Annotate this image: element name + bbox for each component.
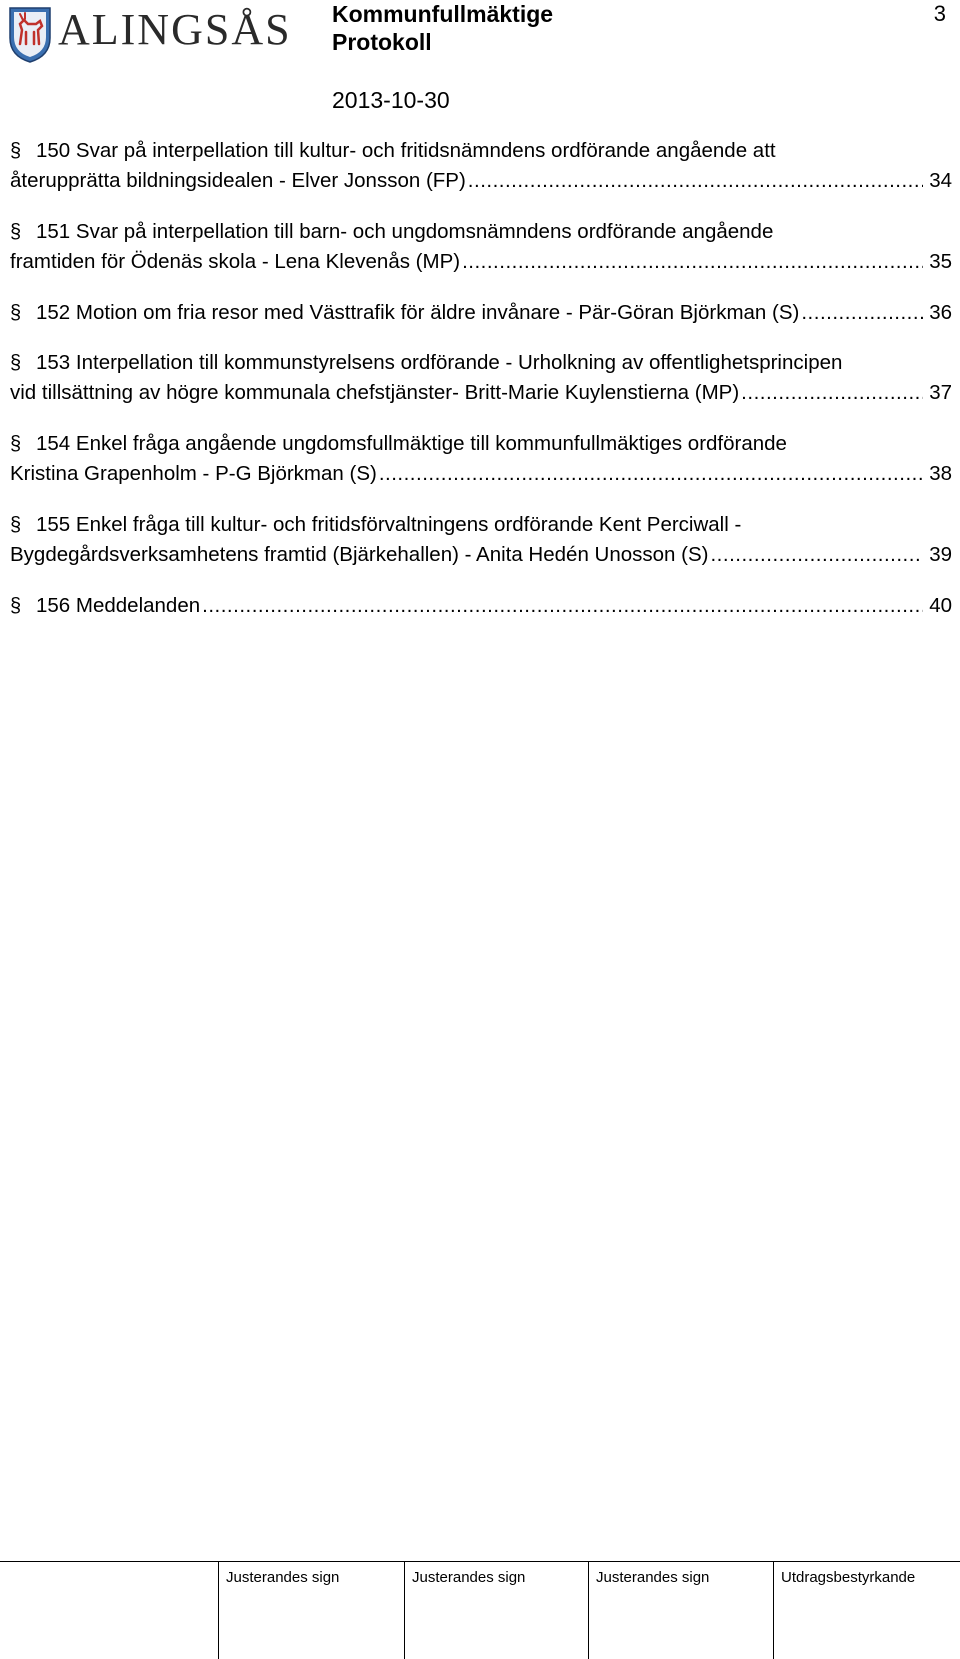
toc-entry-line2: Kristina Grapenholm - P-G Björkman (S) <box>10 462 377 485</box>
dot-leader <box>801 298 923 328</box>
dot-leader <box>710 540 923 570</box>
footer-column-divider <box>588 1561 589 1659</box>
dot-leader <box>741 378 923 408</box>
footer-divider <box>0 1561 960 1562</box>
coat-of-arms-icon <box>8 4 52 64</box>
dot-leader <box>462 247 923 277</box>
toc-page-number: 39 <box>929 543 952 566</box>
toc-entry-line1: § 152 Motion om fria resor med Västtrafik för äldre invånare - Pär-Göran Björkman (S) <box>10 298 799 328</box>
municipality-logo <box>8 4 298 66</box>
toc-page-number: 35 <box>929 250 952 273</box>
toc-page-number: 36 <box>929 301 952 324</box>
toc-entry[interactable] <box>10 136 952 196</box>
toc-entry-line1: § 154 Enkel fråga angående ungdomsfullmäktige till kommunfullmäktiges ordförande <box>10 429 952 459</box>
signature-field-label: Justerandes sign <box>596 1569 710 1586</box>
footer-column-divider <box>773 1561 774 1659</box>
toc-entry[interactable] <box>10 429 952 489</box>
toc-entry-line2: framtiden för Ödenäs skola - Lena Klevenås (MP) <box>10 250 461 273</box>
table-of-contents <box>10 136 952 641</box>
toc-entry[interactable] <box>10 217 952 277</box>
dot-leader <box>468 166 923 196</box>
toc-entry-line2: återupprätta bildningsidealen - Elver Jonsson (FP) <box>10 169 466 192</box>
toc-entry[interactable] <box>10 348 952 408</box>
logo-wordmark: ALINGSÅS <box>58 5 292 54</box>
section-sign-icon: § <box>10 302 22 324</box>
dot-leader <box>379 459 923 489</box>
toc-entry-line2: vid tillsättning av högre kommunala chefstjänster- Britt-Marie Kuylenstierna (MP) <box>10 381 740 404</box>
page-number: 3 <box>933 1 946 26</box>
toc-entry[interactable] <box>10 591 952 621</box>
footer-column-divider <box>218 1561 219 1659</box>
section-sign-icon: § <box>10 221 22 243</box>
meeting-date: 2013-10-30 <box>332 87 450 113</box>
toc-page-number: 37 <box>929 381 952 404</box>
footer-column-divider <box>404 1561 405 1659</box>
toc-entry-line2: Bygdegårdsverksamhetens framtid (Bjärkehallen) - Anita Hedén Unosson (S) <box>10 543 709 566</box>
certification-field-label: Utdragsbestyrkande <box>781 1569 916 1586</box>
section-sign-icon: § <box>10 514 22 536</box>
toc-entry-line1: § 151 Svar på interpellation till barn- och ungdomsnämndens ordförande angående <box>10 217 952 247</box>
signature-field-label: Justerandes sign <box>412 1569 526 1586</box>
section-sign-icon: § <box>10 140 22 162</box>
toc-entry-line1: § 156 Meddelanden <box>10 591 200 621</box>
toc-entry-line1: § 155 Enkel fråga till kultur- och fritidsförvaltningens ordförande Kent Perciwall - <box>10 510 952 540</box>
signature-field-label: Justerandes sign <box>226 1569 340 1586</box>
toc-entry[interactable] <box>10 510 952 570</box>
document-title: Kommunfullmäktige <box>332 1 554 27</box>
section-sign-icon: § <box>10 352 22 374</box>
toc-entry[interactable] <box>10 298 952 328</box>
toc-page-number: 40 <box>929 594 952 617</box>
toc-page-number: 38 <box>929 462 952 485</box>
section-sign-icon: § <box>10 433 22 455</box>
document-type: Protokoll <box>332 29 432 55</box>
section-sign-icon: § <box>10 595 22 617</box>
toc-entry-line1: § 150 Svar på interpellation till kultur- och fritidsnämndens ordförande angående att <box>10 136 952 166</box>
dot-leader <box>202 591 923 621</box>
toc-entry-line1: § 153 Interpellation till kommunstyrelsens ordförande - Urholkning av offentlighetsprincipen <box>10 348 952 378</box>
toc-page-number: 34 <box>929 169 952 192</box>
